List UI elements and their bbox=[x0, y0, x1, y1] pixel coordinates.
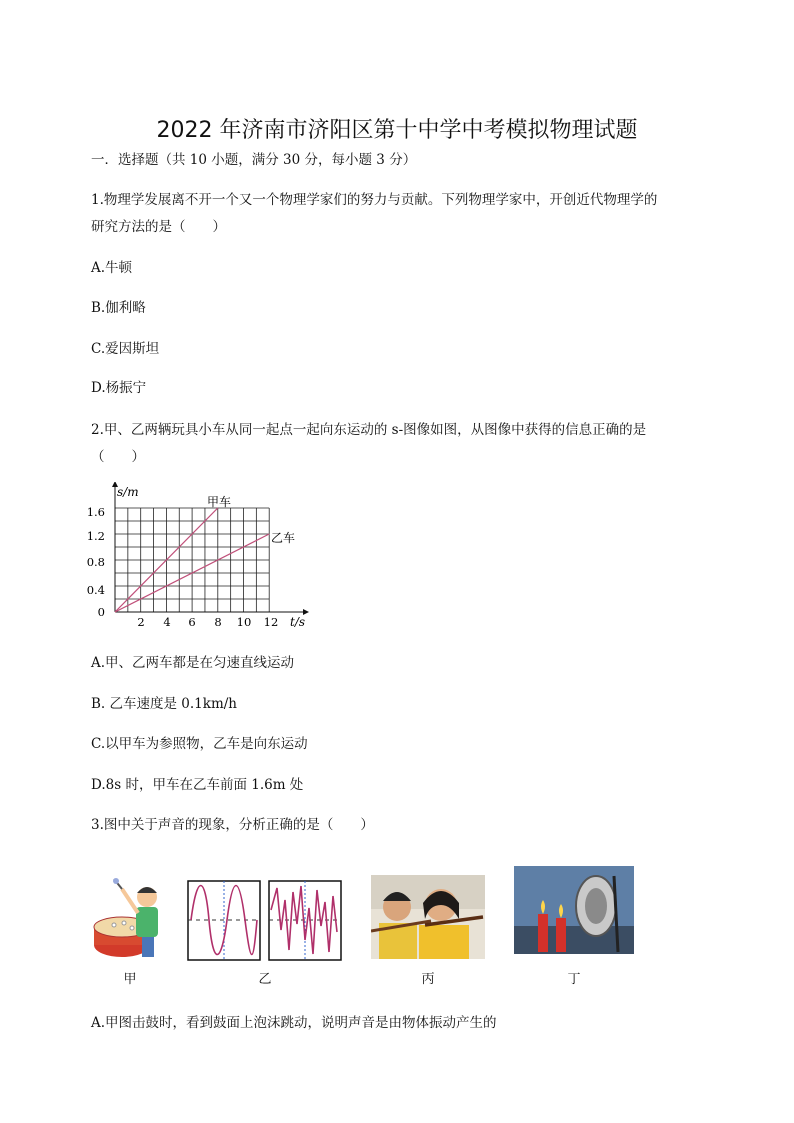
caption-yi: 乙 bbox=[258, 972, 272, 987]
waveform-panels bbox=[187, 880, 343, 962]
q3-stem: 3.图中关于声音的现象，分析正确的是（ ） bbox=[91, 817, 374, 833]
caption-ding: 丁 bbox=[567, 972, 581, 987]
q1-option-d: D.杨振宁 bbox=[91, 380, 147, 396]
series-label-yi: 乙车 bbox=[271, 531, 296, 545]
q2-option-d: D.8s 时，甲车在乙车前面 1.6m 处 bbox=[91, 777, 304, 793]
q1-option-a: A.牛顿 bbox=[91, 260, 133, 276]
y-tick-label: 0 bbox=[97, 605, 105, 619]
q2-stem-line1: 2.甲、乙两辆玩具小车从同一起点一起向东运动的 s-图像如图，从图像中获得的信息正确的是 bbox=[91, 422, 647, 438]
x-tick-label: 4 bbox=[163, 615, 171, 629]
q1-stem-line1: 1.物理学发展离不开一个又一个物理学家们的努力与贡献。下列物理学家中，开创近代物理学的 bbox=[91, 192, 658, 208]
y-axis-label: s/m bbox=[117, 485, 139, 499]
x-tick-label: 12 bbox=[263, 615, 279, 629]
y-tick-label: 0.8 bbox=[86, 555, 105, 569]
flute-players-photo bbox=[371, 875, 485, 959]
q1-stem-line2: 研究方法的是（ ） bbox=[91, 219, 226, 235]
candle-left bbox=[538, 914, 548, 952]
x-tick-label: 6 bbox=[188, 615, 196, 629]
q2-option-a: A.甲、乙两车都是在匀速直线运动 bbox=[91, 655, 295, 671]
q2-stem-line2: （ ） bbox=[91, 449, 145, 465]
section-heading: 一．选择题（共 10 小题，满分 30 分，每小题 3 分） bbox=[91, 152, 417, 168]
candle-right bbox=[556, 918, 566, 952]
q1-option-c: C.爱因斯坦 bbox=[91, 341, 160, 357]
caption-bing: 丙 bbox=[421, 972, 435, 987]
y-tick-label: 0.4 bbox=[86, 583, 105, 597]
boy-drum-illustration bbox=[92, 875, 168, 963]
q1-option-b: B.伽利略 bbox=[91, 300, 146, 316]
speaker-candles-photo bbox=[514, 866, 634, 954]
x-tick-label: 8 bbox=[214, 615, 222, 629]
x-axis-label: t/s bbox=[290, 615, 306, 629]
x-tick-label: 10 bbox=[236, 615, 252, 629]
y-tick-label: 1.6 bbox=[86, 505, 105, 519]
series-label-jia: 甲车 bbox=[207, 495, 232, 509]
page-title: 2022 年济南市济阳区第十中学中考模拟物理试题 bbox=[156, 118, 638, 143]
st-graph bbox=[85, 482, 315, 632]
y-tick-label: 1.2 bbox=[86, 529, 105, 543]
caption-jia: 甲 bbox=[123, 972, 137, 987]
graph-grid bbox=[115, 508, 269, 612]
q2-option-c: C.以甲车为参照物，乙车是向东运动 bbox=[91, 736, 308, 752]
x-tick-label: 2 bbox=[137, 615, 145, 629]
q3-option-a: A.甲图击鼓时，看到鼓面上泡沫跳动，说明声音是由物体振动产生的 bbox=[91, 1015, 497, 1031]
q2-option-b: B. 乙车速度是 0.1km/h bbox=[91, 696, 237, 712]
